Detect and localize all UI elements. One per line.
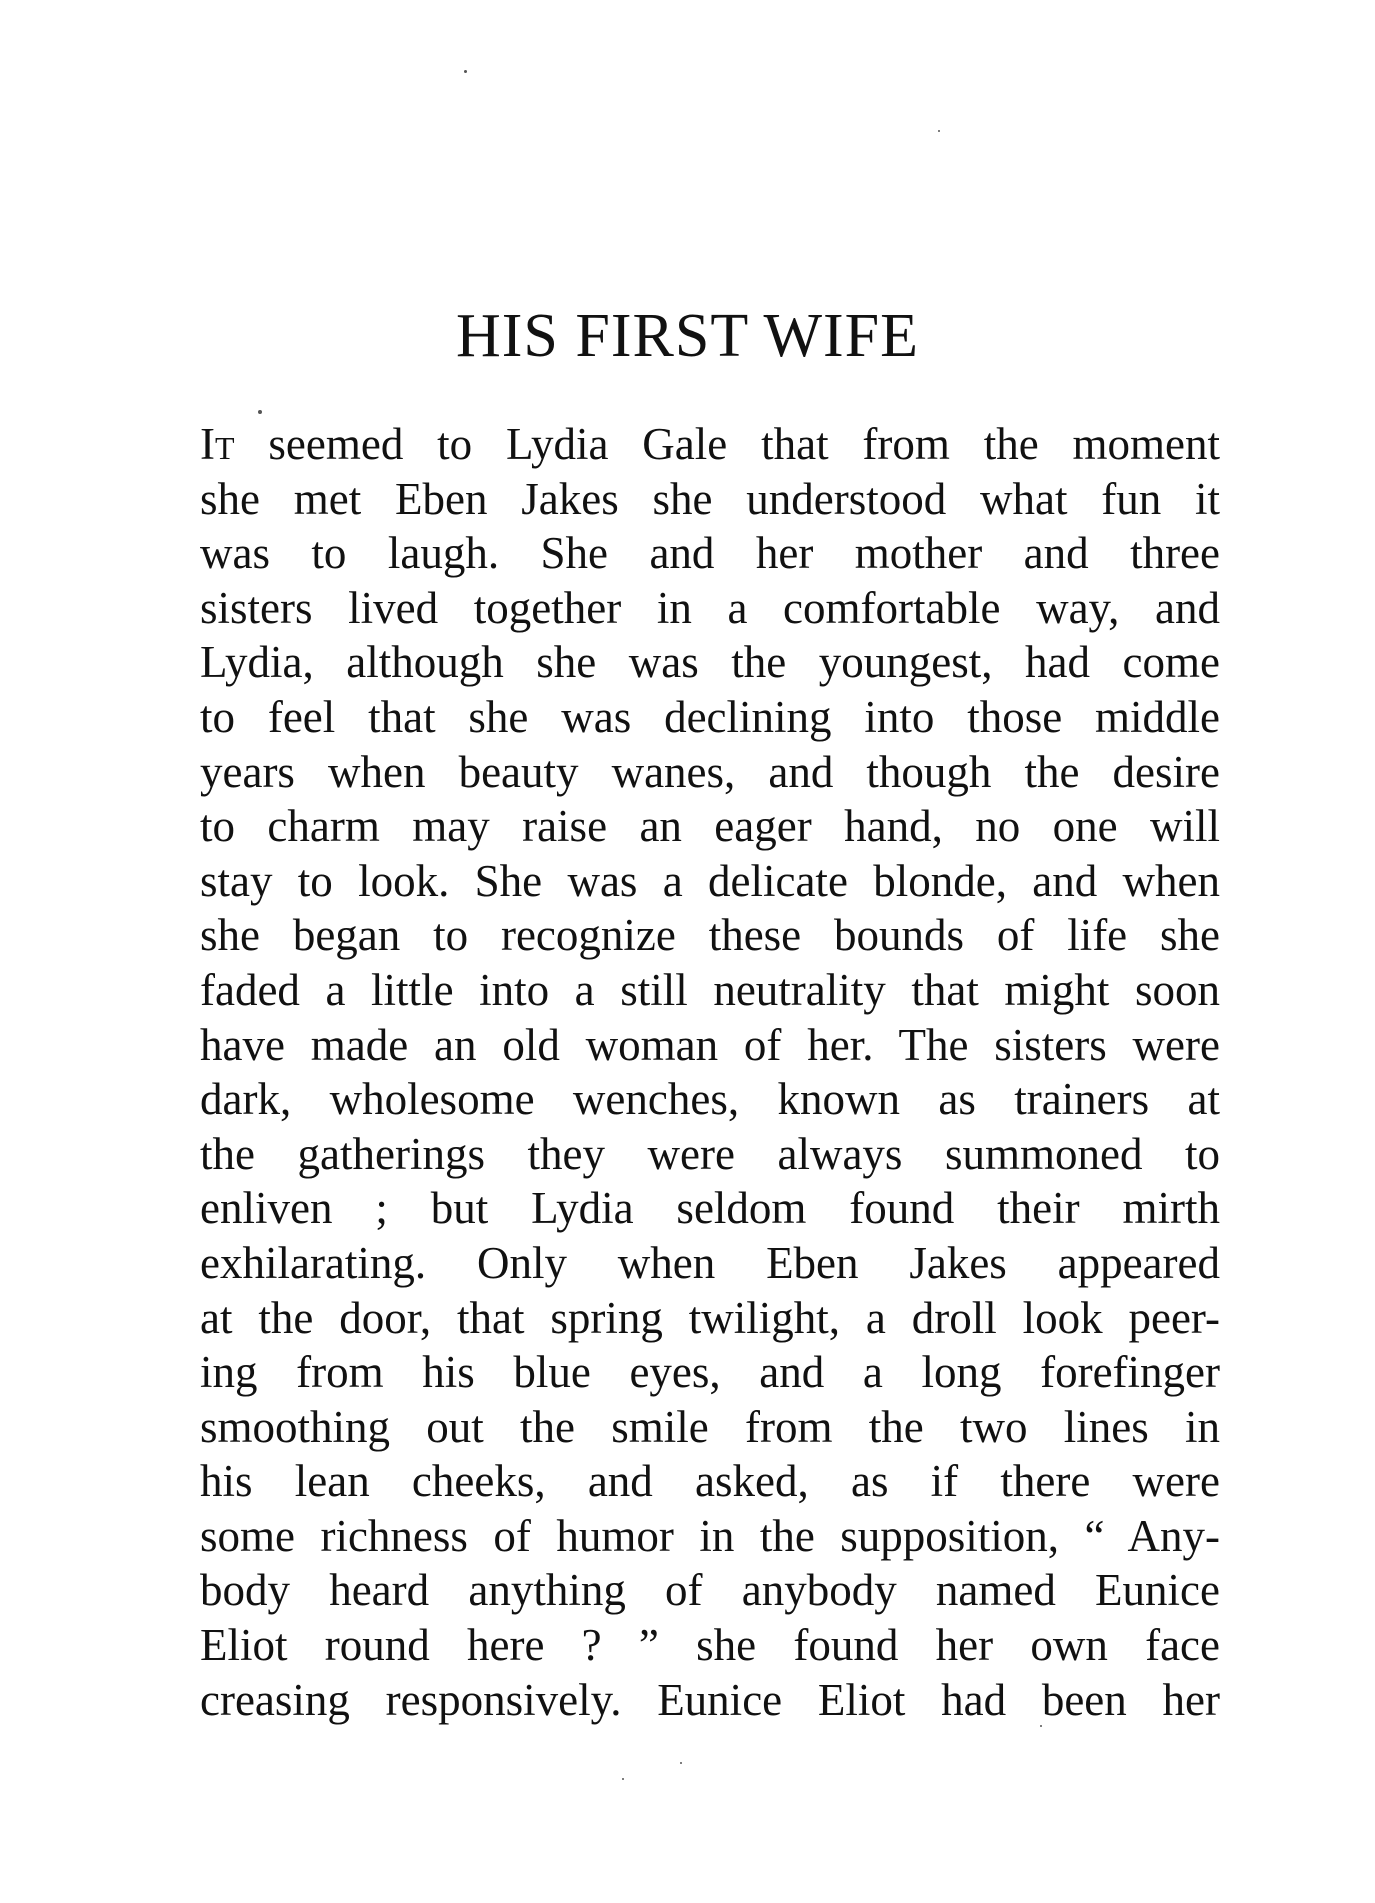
text-line: to feel that she was declining into those middle [200,691,1220,742]
text-line: years when beauty wanes, and though the desire [200,746,1220,797]
text-line: have made an old woman of her. The sisters were [200,1019,1220,1070]
text-line: was to laugh. She and her mother and three [200,528,1220,579]
text-line: at the door, that spring twilight, a droll look peer- [200,1292,1220,1343]
text-line: Lydia, although she was the youngest, had come [200,637,1220,688]
text-line: exhilarating. Only when Eben Jakes appeared [200,1237,1220,1288]
text-line: to charm may raise an eager hand, no one will [200,801,1220,852]
text-line: faded a little into a still neutrality that might soon [200,964,1220,1015]
chapter-body [200,417,1220,1727]
text-line: Eliot round here ? ” she found her own face [200,1620,1220,1671]
text-line: some richness of humor in the supposition, “ Any- [200,1510,1220,1561]
text-line: she met Eben Jakes she understood what fun it [200,473,1220,524]
text-line: creasing responsively. Eunice Eliot had been her [200,1674,1220,1725]
opening-word: It [200,419,235,469]
text-line: ing from his blue eyes, and a long forefinger [200,1347,1220,1398]
paper-speck [680,1762,682,1764]
paper-speck [622,1778,624,1780]
text-line: smoothing out the smile from the two lines in [200,1401,1220,1452]
text-line [200,417,1220,472]
text-line: body heard anything of anybody named Eunice [200,1565,1220,1616]
text-line: dark, wholesome wenches, known as trainers at [200,1074,1220,1125]
paper-speck [938,130,940,132]
chapter-title: HIS FIRST WIFE [455,302,919,370]
text-line-content: seemed to Lydia Gale that from the moment [268,419,1220,469]
text-line: she began to recognize these bounds of life she [200,910,1220,961]
text-line: his lean cheeks, and asked, as if there were [200,1456,1220,1507]
paper-speck [464,70,467,73]
text-line: enliven ; but Lydia seldom found their mirth [200,1183,1220,1234]
paper-speck [258,410,262,414]
text-line: stay to look. She was a delicate blonde, and when [200,855,1220,906]
paper-speck [1040,1725,1042,1727]
text-line: the gatherings they were always summoned to [200,1128,1220,1179]
text-line: sisters lived together in a comfortable way, and [200,582,1220,633]
